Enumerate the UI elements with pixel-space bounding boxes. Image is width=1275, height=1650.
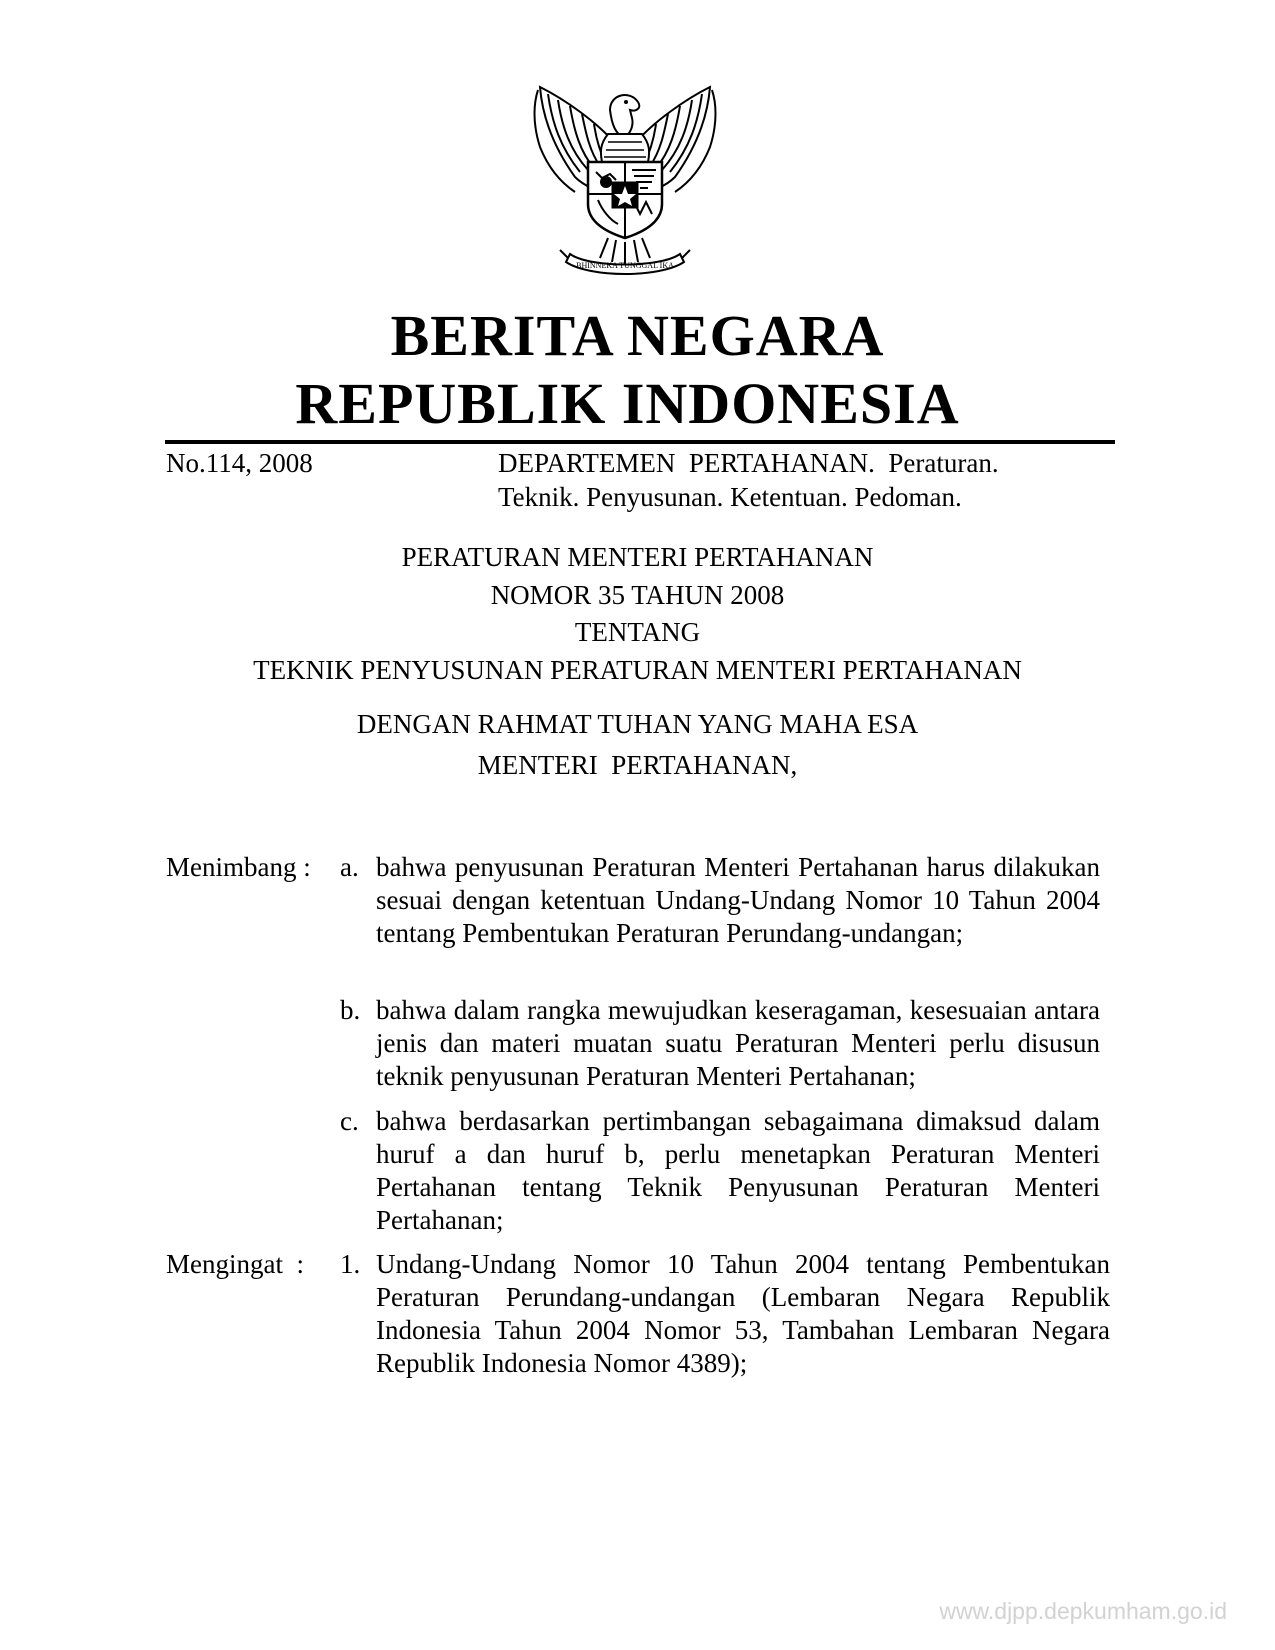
department-line1: DEPARTEMEN PERTAHANAN. Peraturan. [498, 448, 999, 478]
gazette-number: No.114, 2008 [166, 448, 313, 478]
garuda-emblem-icon [530, 82, 720, 282]
menimbang-label: Menimbang : [166, 852, 311, 882]
regulation-about: TENTANG [574, 617, 701, 647]
department-keywords [498, 446, 999, 514]
emblem-motto: BHINNEKA TUNGGAL IKA [576, 261, 674, 270]
menimbang-item-b: bahwa dalam rangka mewujudkan keseragaman, kesesuaian antara jenis dan materi muatan suatu Peraturan Menteri perlu disusun teknik penyusunan Peraturan Menteri Pertahanan; [376, 995, 1100, 1091]
mengingat-marker-1: 1. [340, 1249, 361, 1279]
menimbang-item-c: bahwa berdasarkan pertimbangan sebagaimana dimaksud dalam huruf a dan huruf b, perlu menetapkan Peraturan Menteri Pertahanan tentang Teknik Penyusunan Peraturan Menteri Pertahanan; [376, 1106, 1100, 1235]
mengingat-label: Mengingat : [166, 1249, 304, 1279]
regulation-title: PERATURAN MENTERI PERTAHANAN [401, 542, 874, 572]
gazette-title-line2: REPUBLIK INDONESIA [295, 371, 960, 436]
mengingat-item-1: Undang-Undang Nomor 10 Tahun 2004 tentang Pembentukan Peraturan Perundang-undangan (Lembaran Negara Republik Indonesia Tahun 2004 Nomor 53, Tambahan Lembaran Negara Republik Indonesia Nomor 4389); [376, 1249, 1110, 1378]
gazette-title-line1: BERITA NEGARA [390, 303, 885, 368]
menimbang-item-a: bahwa penyusunan Peraturan Menteri Pertahanan harus dilakukan sesuai dengan ketentuan Undang-Undang Nomor 10 Tahun 2004 tentang Pembentukan Peraturan Perundang-undangan; [376, 852, 1100, 948]
source-watermark: www.djpp.depkumham.go.id [939, 1598, 1227, 1624]
regulation-minister: MENTERI PERTAHANAN, [477, 750, 798, 780]
menimbang-marker-c: c. [340, 1106, 359, 1136]
menimbang-marker-a: a. [340, 852, 359, 882]
menimbang-marker-b: b. [340, 995, 361, 1025]
regulation-preamble: DENGAN RAHMAT TUHAN YANG MAHA ESA [356, 709, 919, 739]
department-line2: Teknik. Penyusunan. Ketentuan. Pedoman. [498, 482, 962, 512]
regulation-subject: TEKNIK PENYUSUNAN PERATURAN MENTERI PERTAHANAN [253, 655, 1022, 685]
regulation-number: NOMOR 35 TAHUN 2008 [490, 580, 785, 610]
title-divider [165, 440, 1115, 444]
